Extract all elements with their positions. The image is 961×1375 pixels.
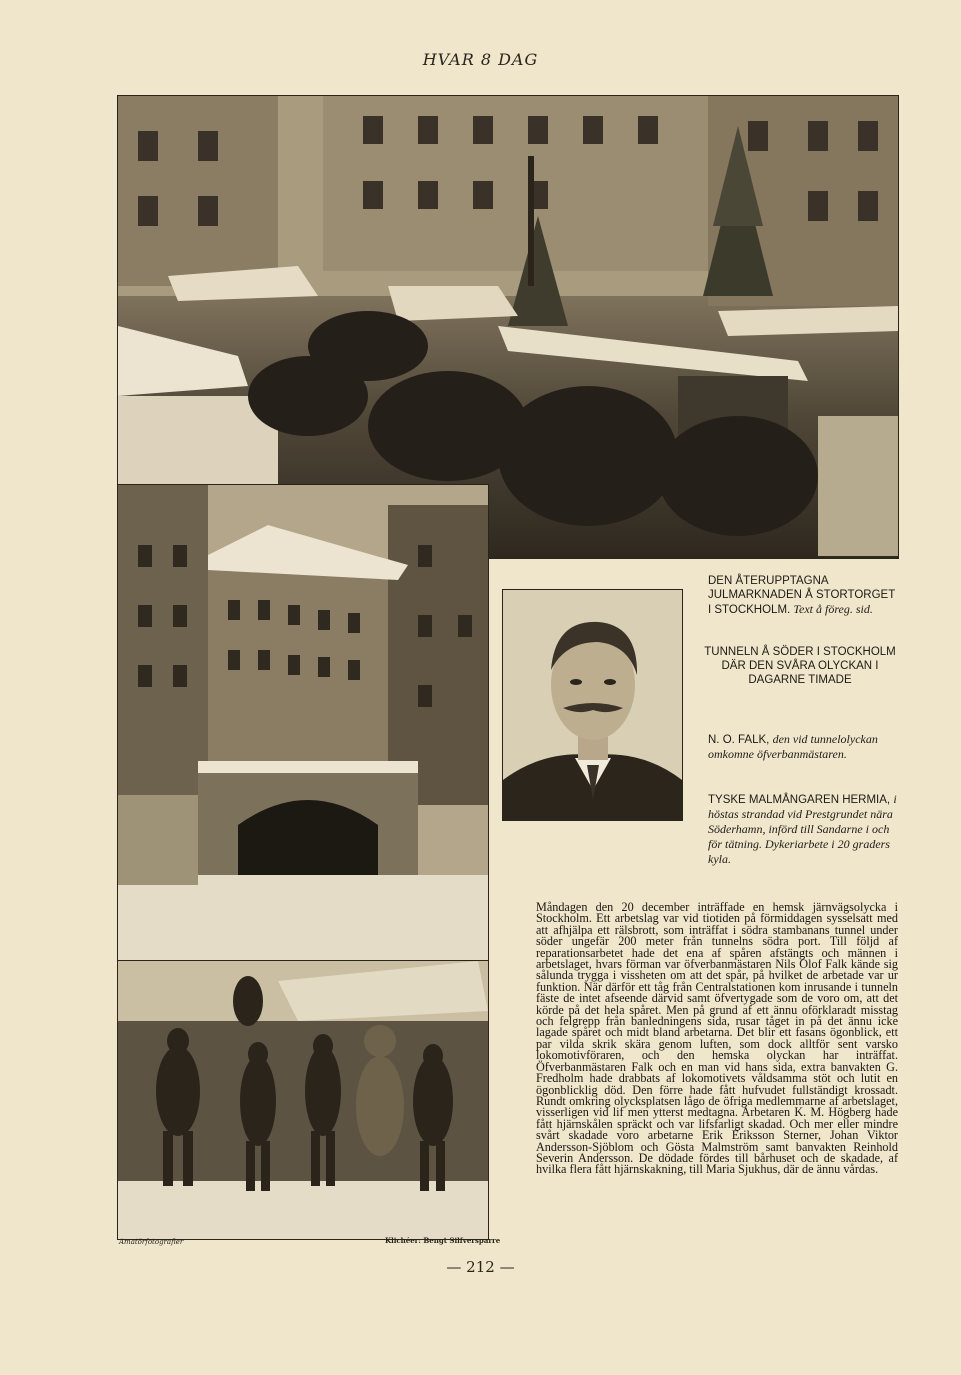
market-caption (708, 574, 898, 617)
photo-credit: Amatörfotografier (119, 1238, 184, 1246)
hermia-caption-name: TYSKE MALMÅNGAREN HERMIA, (708, 794, 891, 806)
cliche-credit: Klichéer: Bengt Silfversparre (385, 1236, 501, 1245)
hermia-caption (708, 792, 898, 867)
diving-workers-illustration (118, 961, 488, 1239)
market-caption-text: DEN ÅTERUPPTAGNA JULMARKNADEN Å STORTORGET I STOCKHOLM. (708, 575, 896, 616)
market-caption-reference: Text å föreg. sid. (793, 602, 873, 616)
falk-caption-description: den vid tunnelolyckan omkomne öfverbanmästaren. (708, 732, 878, 761)
diving-workers-photo (117, 960, 489, 1240)
hermia-caption-description: i höstas strandad vid Prestgrundet nära Söderhamn, införd till Sandarne i och för tätning. Dykeriarbete i 20 graders kyla. (708, 792, 897, 866)
falk-portrait-illustration (503, 590, 682, 820)
page-header: HVAR 8 DAG (422, 50, 539, 69)
tunnel-caption: TUNNELN Å SÖDER I STOCKHOLM DÄR DEN SVÅRA OLYCKAN I DAGARNE TIMADE (704, 646, 896, 686)
falk-caption (708, 732, 898, 762)
tunnel-illustration (118, 485, 488, 963)
article-body: Måndagen den 20 december inträffade en hemsk järnvägsolycka i Stockholm. Ett arbetslag var vid tiotiden på förmiddagen sysselsatt med att afhjälpa ett rälsbrott, som inträffat i södra stambanans tunnel under söder ungefär 200 meter från tunnelns södra port. Till följd af reparationsarbetet hade det ena af spåren afstängts och männen i arbetslaget, hvars förman var öfverbanmästaren Nils Olof Falk kände sig sålunda trygga i vissheten om att det spår, på hvilket de arbetade var ur funktion. När därför ett tåg från Centralstationen kom inrusande i tunneln fäste de intet afseende därvid samt öfvertygade som de voro om, att det körde på det hela spåret. Men på grund af ett ännu oförklaradt misstag och felgrepp från banledningens sida, rusar tåget in på det ännu icke lagade spåret och midt bland arbetarna. Det blir ett fasans ögonblick, ett par vilda skrik skära genom luften, som dock alltför sent varsko lokomotivföraren, och den hemska olyckan har inträffat. Öfverbanmästaren Falk och en man vid hans sida, extra banvakten G. Fredholm hade drabbats af lokomotivets våldsamma stöt och lutit en ögonblicklig död. Den förre hade fått hufvudet fullständigt krossadt. Rundt omkring olycksplatsen lågo de öfriga medlemmarne af arbetslaget, visserligen vid lif men ytterst medtagna. Arbetaren K. M. Högberg hade fått hjärnskålen spräckt och var lifsfarligt skadad. Och mer eller mindre svårt skadade voro arbetarne Erik Eriksson Sterner, Johan Viktor Andersson-Sjöblom och Gösta Malmström samt banvakten Reinhold Severin Andersson. De dödade fördes till bårhuset och de skadade, af hvilka flera fått hjärnskakning, till Maria Sjukhus, där de ännu vårdas. (536, 900, 898, 1177)
falk-portrait-photo (502, 589, 683, 821)
page-number: — 212 — (446, 1258, 515, 1276)
falk-caption-name: N. O. FALK, (708, 734, 770, 746)
tunnel-photo (117, 484, 489, 964)
